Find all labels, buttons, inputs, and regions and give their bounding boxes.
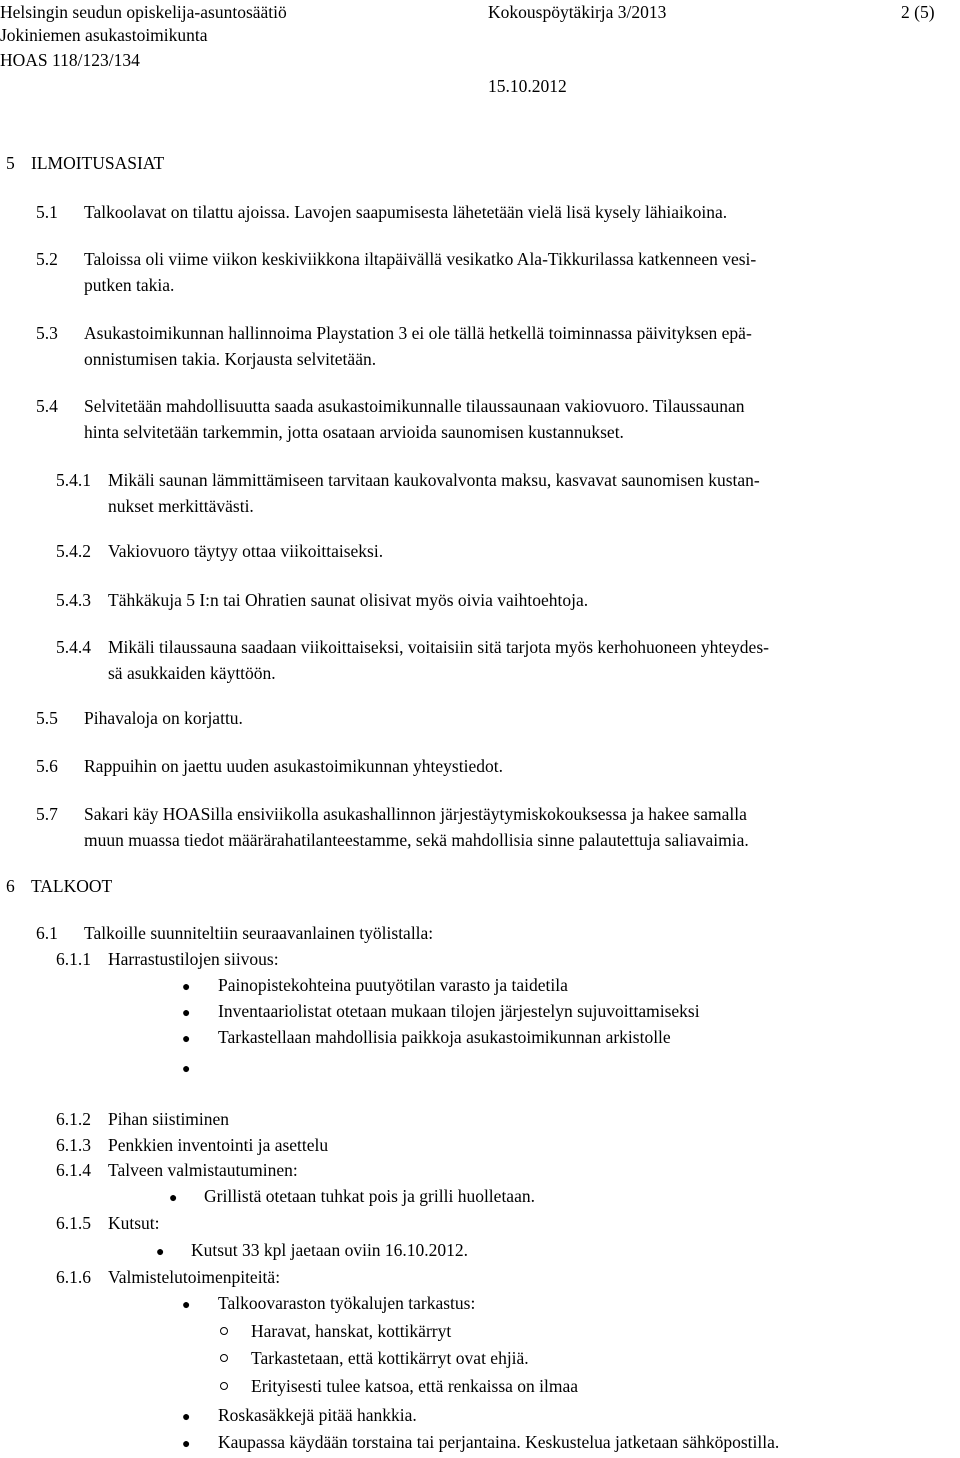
- sub-bullet-text: Haravat, hanskat, kottikärryt: [251, 1321, 452, 1341]
- item-number: 5.1: [36, 202, 58, 222]
- header-date: 15.10.2012: [488, 76, 567, 96]
- bullet-icon: ●: [156, 1245, 165, 1260]
- header-committee: Jokiniemen asukastoimikunta: [0, 25, 208, 45]
- item-number: 5.4.2: [56, 541, 91, 561]
- bullet-icon: ●: [182, 1062, 191, 1077]
- item-text: Pihan siistiminen: [108, 1109, 230, 1129]
- item-text: Mikäli tilaussauna saadaan viikoittaiseksi, voitaisiin sitä tarjota myös kerhohuoneen yhteydes-: [108, 637, 769, 657]
- bullet-text: Tarkastellaan mahdollisia paikkoja asukastoimikunnan arkistolle: [218, 1027, 671, 1047]
- item-text: Talkoille suunniteltiin seuraavanlainen työlistalla:: [84, 923, 434, 943]
- item-number: 5.4.1: [56, 470, 91, 490]
- bullet-text: Grillistä otetaan tuhkat pois ja grilli huolletaan.: [204, 1186, 535, 1206]
- item-text: Valmistelutoimenpiteitä:: [108, 1267, 281, 1287]
- item-number: 6.1.2: [56, 1109, 91, 1129]
- bullet-icon: ●: [182, 1006, 191, 1021]
- bullet-icon: ●: [182, 1032, 191, 1047]
- item-text: Vakiovuoro täytyy ottaa viikoittaiseksi.: [108, 541, 384, 561]
- bullet-text: Talkoovaraston työkalujen tarkastus:: [218, 1293, 476, 1313]
- item-text: Talveen valmistautuminen:: [108, 1160, 298, 1180]
- item-text: muun muassa tiedot määrärahatilanteestamme, sekä mahdollisia sinne palautettuja saliavaimia.: [84, 830, 749, 850]
- item-text: Selvitetään mahdollisuutta saada asukastoimikunnalle tilaussaunaan vakiovuoro. Tilaussaunan: [84, 396, 745, 416]
- item-number: 6.1: [36, 923, 58, 943]
- item-text: Penkkien inventointi ja asettelu: [108, 1135, 329, 1155]
- bullet-icon: ●: [169, 1191, 178, 1206]
- bullet-text: Inventaariolistat otetaan mukaan tilojen järjestelyn sujuvoittamiseksi: [218, 1001, 700, 1021]
- bullet-icon: ●: [182, 1437, 191, 1452]
- item-text: onnistumisen takia. Korjausta selvitetään.: [84, 349, 377, 369]
- item-text: nukset merkittävästi.: [108, 496, 254, 516]
- item-text: Rappuihin on jaettu uuden asukastoimikunnan yhteystiedot.: [84, 756, 503, 776]
- item-number: 5.4: [36, 396, 58, 416]
- item-number: 6.1.5: [56, 1213, 91, 1233]
- section-5-title: ILMOITUSASIAT: [31, 153, 165, 173]
- bullet-text: Kutsut 33 kpl jaetaan oviin 16.10.2012.: [191, 1240, 469, 1260]
- item-text: Taloissa oli viime viikon keskiviikkona iltapäivällä vesikatko Ala-Tikkurilassa katkenneen vesi-: [84, 249, 757, 269]
- item-number: 5.7: [36, 804, 58, 824]
- item-number: 5.5: [36, 708, 58, 728]
- bullet-icon: ●: [182, 980, 191, 995]
- item-number: 6.1.1: [56, 949, 91, 969]
- header-page-number: 2 (5): [901, 2, 935, 22]
- item-text: putken takia.: [84, 275, 175, 295]
- circle-bullet-icon: [220, 1354, 228, 1362]
- item-text: Kutsut:: [108, 1213, 160, 1233]
- item-number: 5.3: [36, 323, 58, 343]
- bullet-text: Roskasäkkejä pitää hankkia.: [218, 1405, 417, 1425]
- item-text: hinta selvitetään tarkemmin, jotta osataan arvioida saunomisen kustannukset.: [84, 422, 624, 442]
- item-text: Mikäli saunan lämmittämiseen tarvitaan kaukovalvonta maksu, kasvavat saunomisen kustan-: [108, 470, 760, 490]
- header-reference: HOAS 118/123/134: [0, 50, 140, 70]
- bullet-icon: ●: [182, 1298, 191, 1313]
- item-number: 6.1.3: [56, 1135, 91, 1155]
- item-number: 5.6: [36, 756, 58, 776]
- item-text: Harrastustilojen siivous:: [108, 949, 279, 969]
- item-number: 6.1.4: [56, 1160, 91, 1180]
- header-doc-title: Kokouspöytäkirja 3/2013: [488, 2, 667, 22]
- item-text: sä asukkaiden käyttöön.: [108, 663, 276, 683]
- item-number: 5.4.3: [56, 590, 91, 610]
- item-text: Asukastoimikunnan hallinnoima Playstation 3 ei ole tällä hetkellä toiminnassa päivityksen epä-: [84, 323, 752, 343]
- section-6-title: TALKOOT: [31, 876, 113, 896]
- bullet-text: Painopistekohteina puutyötilan varasto ja taidetila: [218, 975, 568, 995]
- item-number: 5.4.4: [56, 637, 91, 657]
- item-text: Talkoolavat on tilattu ajoissa. Lavojen saapumisesta lähetetään vielä lisä kysely lähiaikoina.: [84, 202, 728, 222]
- item-text: Tähkäkuja 5 I:n tai Ohratien saunat olisivat myös oivia vaihtoehtoja.: [108, 590, 589, 610]
- item-number: 6.1.6: [56, 1267, 91, 1287]
- circle-bullet-icon: [220, 1327, 228, 1335]
- item-text: Sakari käy HOASilla ensiviikolla asukashallinnon järjestäytymiskokouksessa ja hakee samalla: [84, 804, 747, 824]
- item-number: 5.2: [36, 249, 58, 269]
- item-text: Pihavaloja on korjattu.: [84, 708, 243, 728]
- bullet-text: Kaupassa käydään torstaina tai perjantaina. Keskustelua jatketaan sähköpostilla.: [218, 1432, 780, 1452]
- header-org: Helsingin seudun opiskelija-asuntosäätiö: [0, 2, 287, 22]
- section-5-number: 5: [6, 153, 15, 173]
- bullet-icon: ●: [182, 1410, 191, 1425]
- section-6-number: 6: [6, 876, 15, 896]
- sub-bullet-text: Erityisesti tulee katsoa, että renkaissa on ilmaa: [251, 1376, 579, 1396]
- circle-bullet-icon: [220, 1382, 228, 1390]
- sub-bullet-text: Tarkastetaan, että kottikärryt ovat ehjiä.: [251, 1348, 529, 1368]
